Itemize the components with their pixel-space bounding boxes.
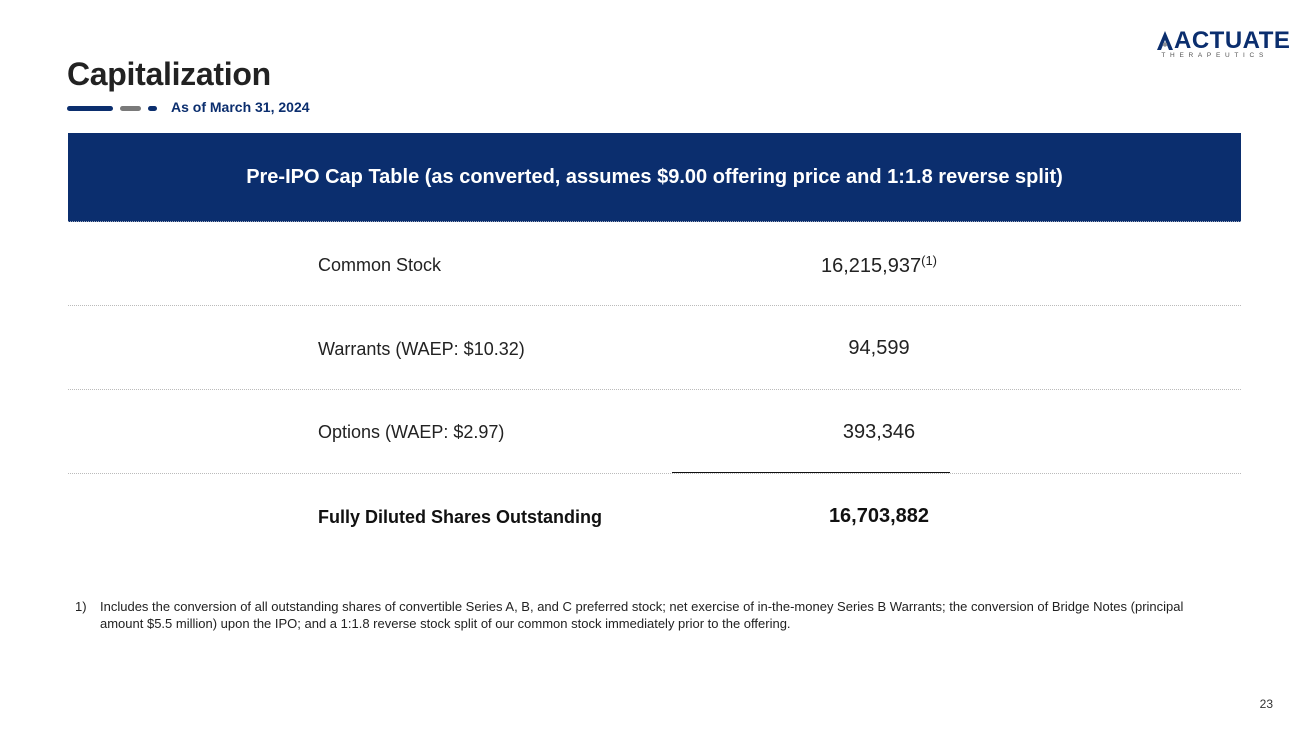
table-row — [68, 306, 1241, 390]
table-row — [68, 390, 1241, 474]
cap-table-header-text: Pre-IPO Cap Table (as converted, assumes $9.00 offering price and 1:1.8 reverse split) — [246, 165, 1063, 188]
row-label: Options (WAEP: $2.97) — [318, 422, 505, 442]
footnote-text: Includes the conversion of all outstanding shares of convertible Series A, B, and C preferred stock; net exercise of in-the-money Series B Warrants; the conversion of Bridge Notes (principal amount $5.5 million) upon the IPO; and a 1:1.8 reverse stock split of our common stock immediately prior to the offering. — [100, 599, 1184, 631]
footnote-number: 1) — [75, 599, 87, 614]
logo-wordmark: ACTUATE — [1174, 27, 1291, 54]
common-stock-value: 16,215,937 — [821, 255, 922, 277]
row-label: Common Stock — [318, 255, 442, 275]
logo-mark-icon — [1156, 30, 1174, 52]
accent-bar-primary — [67, 106, 113, 111]
total-label: Fully Diluted Shares Outstanding — [318, 507, 603, 527]
total-row — [68, 474, 1241, 558]
page-number: 23 — [1259, 697, 1273, 711]
row-value: 393,346 — [842, 421, 916, 443]
accent-bar-secondary — [120, 106, 141, 111]
page-title: Capitalization — [67, 56, 271, 92]
cap-table-header — [68, 133, 1241, 222]
table-row — [68, 222, 1241, 306]
accent-dot — [148, 106, 157, 111]
row-label: Warrants (WAEP: $10.32) — [318, 339, 525, 359]
logo-tagline: THERAPEUTICS — [1161, 52, 1268, 59]
company-logo — [1156, 27, 1291, 62]
footnote-reference: (1) — [921, 253, 937, 268]
row-value: 94,599 — [848, 337, 910, 359]
row-value — [740, 253, 1018, 278]
total-value: 16,703,882 — [828, 505, 930, 527]
sum-underline — [672, 472, 950, 473]
as-of-date: As of March 31, 2024 — [171, 99, 310, 115]
